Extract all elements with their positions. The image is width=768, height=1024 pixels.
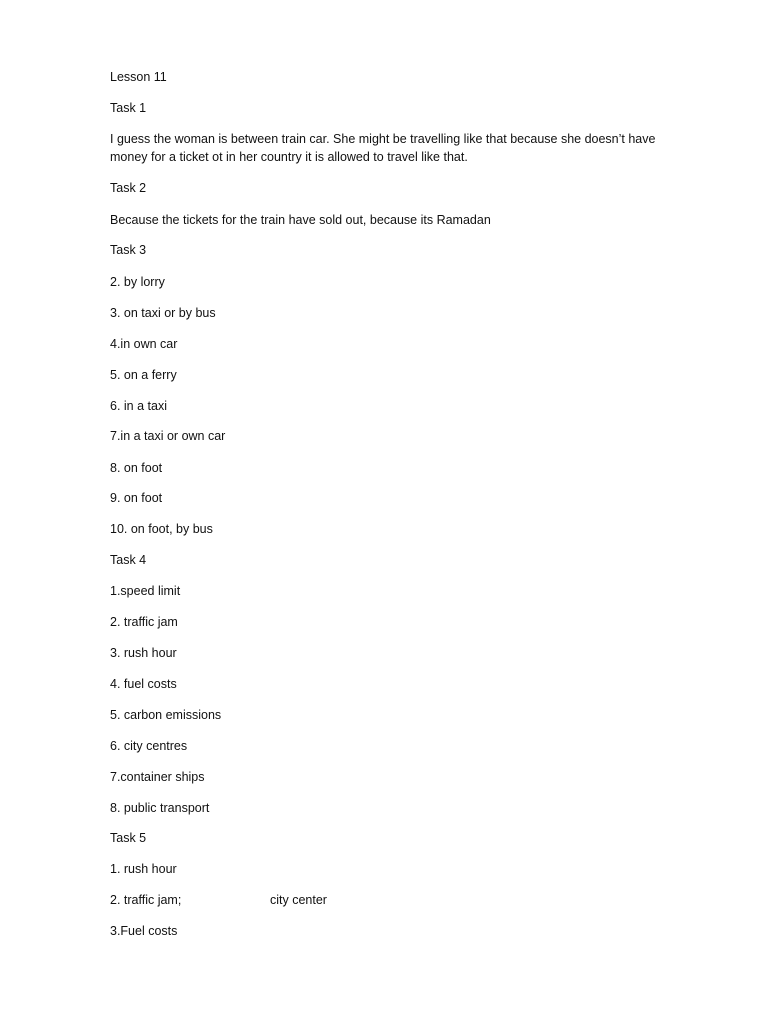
task4-item: 1.speed limit [110, 584, 181, 598]
task4-heading: Task 4 [110, 553, 147, 567]
task4-item: 3. rush hour [110, 646, 177, 660]
task3-item: 3. on taxi or by bus [110, 306, 216, 320]
task5-item: 1. rush hour [110, 862, 177, 876]
task4-item: 8. public transport [110, 801, 210, 815]
task1-answer-line1: I guess the woman is between train car. She might be travelling like that because she doesn’t have [110, 132, 656, 146]
task5-item: 2. traffic jam; [110, 893, 182, 907]
task3-item: 7.in a taxi or own car [110, 429, 226, 443]
task3-item: 9. on foot [110, 491, 163, 505]
task5-item: 3.Fuel costs [110, 924, 178, 938]
task3-item: 8. on foot [110, 461, 163, 475]
task4-item: 4. fuel costs [110, 677, 177, 691]
task1-answer [110, 130, 710, 166]
task4-item: 6. city centres [110, 739, 188, 753]
task4-item: 5. carbon emissions [110, 708, 222, 722]
task3-heading: Task 3 [110, 243, 147, 257]
task1-heading: Task 1 [110, 101, 147, 115]
task3-item: 5. on a ferry [110, 368, 177, 382]
task4-item: 7.container ships [110, 770, 205, 784]
task3-item: 4.in own car [110, 337, 178, 351]
task3-item: 6. in a taxi [110, 399, 167, 413]
task1-answer-line2: money for a ticket ot in her country it is allowed to travel like that. [110, 150, 468, 164]
task4-item: 2. traffic jam [110, 615, 178, 629]
task3-item: 2. by lorry [110, 275, 165, 289]
task2-heading: Task 2 [110, 181, 147, 195]
task5-heading: Task 5 [110, 831, 147, 845]
task3-item: 10. on foot, by bus [110, 522, 213, 536]
task5-item-extra: city center [270, 893, 327, 907]
lesson-title: Lesson 11 [110, 70, 167, 84]
task2-answer: Because the tickets for the train have sold out, because its Ramadan [110, 213, 491, 227]
